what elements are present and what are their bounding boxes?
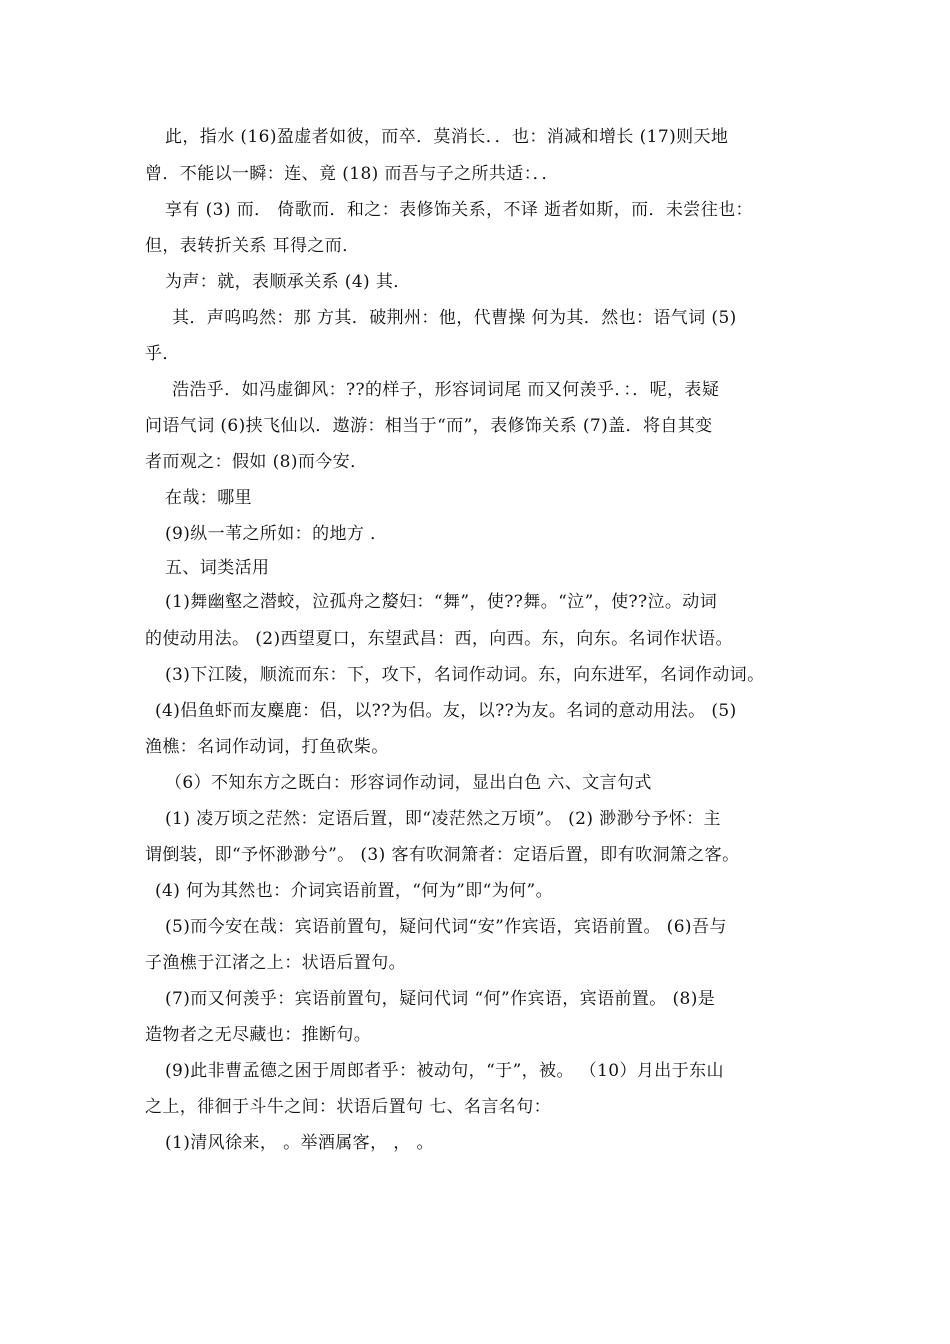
text-line: 渔樵：名词作动词，打鱼砍柴。	[145, 737, 389, 757]
text-line: (1)清风徐来， 。举酒属客， ， 。	[165, 1133, 434, 1153]
text-line: (4)侣鱼虾而友麋鹿：侣，以??为侣。友，以??为友。名词的意动用法。 (5)	[155, 701, 737, 721]
text-line: 之上，徘徊于斗牛之间：状语后置句 七、名言名句：	[145, 1097, 552, 1117]
text-line: 谓倒装，即“予怀渺渺兮”。 (3) 客有吹洞箫者：定语后置，即有吹洞箫之客。	[145, 845, 740, 865]
text-line: 者而观之：假如 (8)而今安．	[145, 452, 368, 472]
text-line: (9)纵一苇之所如：的地方 ．	[165, 524, 388, 544]
text-line: (9)此非曹孟德之困于周郎者乎：被动句，“于”，被。 （10）月出于东山	[165, 1061, 724, 1081]
text-line: 造物者之无尽藏也：推断句。	[145, 1025, 372, 1045]
text-line: 在哉：哪里	[165, 488, 252, 508]
text-line: (5)而今安在哉：宾语前置句，疑问代词“安”作宾语，宾语前置。 (6)吾与	[165, 917, 727, 937]
text-line: （6）不知东方之既白：形容词作动词，显出白色 六、文言句式	[165, 773, 652, 793]
text-line: 此，指水 (16)盈虚者如彼，而卒．莫消长．．也：消减和增长 (17)则天地	[165, 127, 729, 147]
text-line: (1) 凌万顷之茫然：定语后置，即“凌茫然之万顷”。 (2) 渺渺兮予怀：主	[165, 809, 721, 829]
text-line: 为声：就，表顺承关系 (4) 其．	[165, 272, 411, 292]
text-line: 子渔樵于江渚之上：状语后置句。	[145, 953, 406, 973]
text-line: 问语气词 (6)挟飞仙以．遨游：相当于“而”，表修饰关系 (7)盖．将自其变	[145, 416, 713, 436]
text-line: (3)下江陵，顺流而东：下，攻下，名词作动词。东，向东进军，名词作动词。	[165, 665, 765, 685]
text-line: 浩浩乎．如冯虚御风：??的样子，形容词词尾 而又何羡乎．：．呢，表疑	[172, 380, 720, 400]
text-line: 乎．	[145, 344, 180, 364]
text-line: 其．声呜呜然：那 方其．破荆州：他，代曹操 何为其．然也：语气词 (5)	[172, 308, 737, 328]
text-line: (7)而又何羡乎：宾语前置句，疑问代词 “何”作宾语，宾语前置。 (8)是	[165, 989, 716, 1009]
text-line: 享有 (3) 而． 倚歌而．和之：表修饰关系，不译 逝者如斯，而．未尝往也：	[165, 200, 753, 220]
text-line: 曾．不能以一瞬：连、竟 (18) 而吾与子之所共适：．．	[145, 164, 559, 184]
text-line: 的使动用法。 (2)西望夏口，东望武昌：西，向西。东，向东。名词作状语。	[145, 629, 733, 649]
text-line: (1)舞幽壑之潜蛟，泣孤舟之嫠妇：“舞”，使??舞。“泣”，使??泣。动词	[165, 592, 718, 612]
text-line: (4) 何为其然也：介词宾语前置，“何为”即“为何”。	[155, 881, 554, 901]
text-line: 但，表转折关系 耳得之而．	[145, 236, 360, 256]
section-heading: 五、词类活用	[165, 558, 270, 578]
